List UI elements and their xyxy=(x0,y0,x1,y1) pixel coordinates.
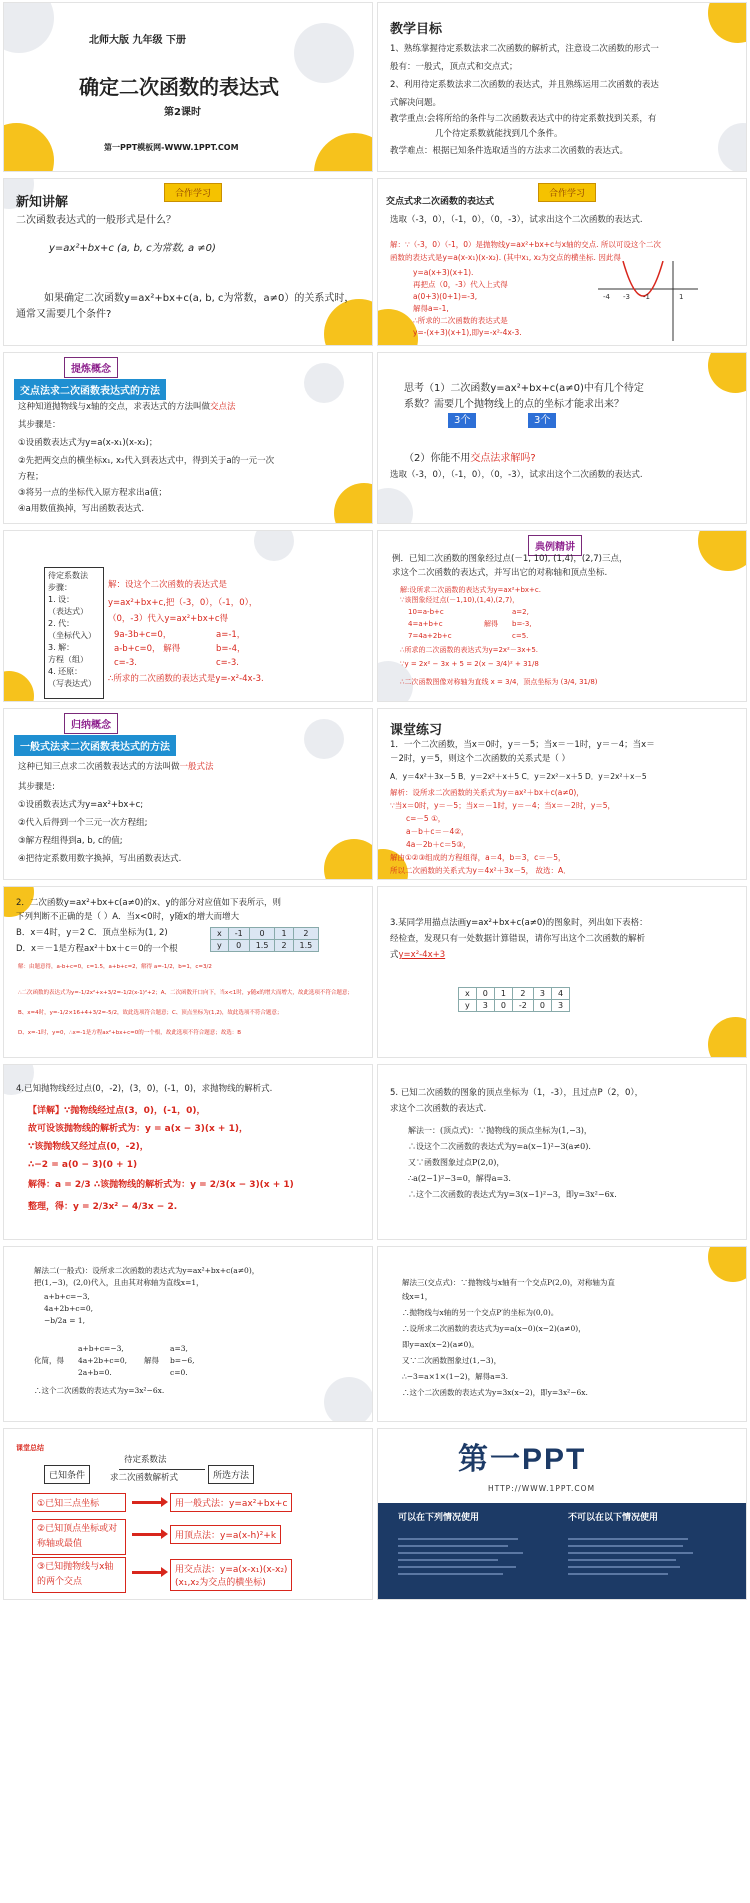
decor-circle xyxy=(377,309,418,346)
link-line xyxy=(568,1552,693,1554)
method-box: 用顶点法：y=a(x-h)²+k xyxy=(170,1525,281,1544)
parabola-graph xyxy=(593,261,703,341)
table-row xyxy=(211,940,319,952)
decor-circle xyxy=(254,530,294,561)
link-line xyxy=(568,1566,680,1568)
step-line: （坐标代入） xyxy=(48,631,96,640)
subtitle: 第2课时 xyxy=(164,107,201,118)
solution-line: ∵该抛物线又经过点(0，-2)， xyxy=(28,1142,149,1152)
text-line: ③解方程组得到a, b, c的值; xyxy=(18,836,123,846)
link-line xyxy=(398,1538,518,1540)
solution-line: ∴所求的二次函数的表达式为y=2x²－3x+5. xyxy=(400,646,539,654)
solution-line: ∴所求的二次函数的表达式是 xyxy=(413,316,508,325)
solution-line: 【详解】∵抛物线经过点(3，0)，(-1，0)， xyxy=(28,1106,206,1116)
solution-line: c=5. xyxy=(512,632,529,640)
decor-circle xyxy=(698,530,747,571)
text-line: 教学重点:会将所给的条件与二次函数表达式中的待定系数找到关系，有 xyxy=(390,114,657,124)
solution-line: ∴这个二次函数的表达式为y=3x(x−2)，即y=3x²−6x. xyxy=(402,1388,588,1397)
decor-circle xyxy=(294,23,354,83)
method-note: (x₁,x₂为交点的横坐标) xyxy=(175,1578,266,1588)
link-line xyxy=(568,1545,683,1547)
solution-line: 解得 xyxy=(144,1356,159,1365)
brand-url: HTTP://WWW.1PPT.COM xyxy=(488,1484,596,1493)
slide-practice-2 xyxy=(3,886,373,1058)
solution-line: 所以二次函数的关系式为y＝4x²＋3x－5， 故选：A． xyxy=(390,866,571,875)
solution-line: 解法一：(顶点式)：∵抛物线的顶点坐标为(1,−3)， xyxy=(408,1126,592,1135)
answer-badge: 3个 xyxy=(528,413,556,428)
solution-line: c=－5 ①， xyxy=(406,814,446,823)
decor-circle xyxy=(314,133,373,172)
text-line xyxy=(390,949,445,961)
solution-line: 解:设所求二次函数的表达式为y=ax²+bx+c. xyxy=(400,586,541,594)
table-cell: x xyxy=(459,988,477,1000)
equation-line: b=−6, xyxy=(170,1356,195,1365)
text-line xyxy=(404,451,536,466)
text-line: 几个待定系数就能找到几个条件。 xyxy=(435,129,563,139)
slide-thinking xyxy=(377,352,747,524)
solution-line: ∴设所求二次函数的表达式为y=a(x−0)(x−2)(a≠0)， xyxy=(402,1324,586,1333)
tag-label: 合作学习 xyxy=(538,183,596,202)
publisher: 北师大版 九年级 下册 xyxy=(89,35,186,46)
slide-intersection-method xyxy=(377,178,747,346)
arrow-icon xyxy=(132,1533,162,1536)
slide-practice-3 xyxy=(377,886,747,1058)
solution-line: 又∵函数图象过点P(2,0)， xyxy=(408,1158,505,1167)
solution-line: 解得a=-1, xyxy=(413,304,449,313)
solution-line: 解：由题意得，a-b+c=0，c=1.5，a+b+c=2，解得 a=-1/2，b=1，c=3/2 xyxy=(18,964,212,970)
text-line: B．x＝4时，y＝2 C．顶点坐标为(1, 2) xyxy=(16,928,168,938)
text-line: 经检查，发现只有一处数据计算错误，请你写出这个二次函数的解析 xyxy=(390,934,646,944)
solution-line: 解得：a = 2/3 ∴该抛物线的解析式为：y = 2/3(x − 3)(x + 1) xyxy=(28,1180,294,1190)
solution-line: 解得 xyxy=(484,620,498,628)
decor-circle xyxy=(708,1246,747,1282)
decor-circle xyxy=(708,352,747,393)
solution-line: b=-3, xyxy=(512,620,532,628)
choose-box: 所选方法 xyxy=(208,1465,254,1484)
table-cell: 2 xyxy=(293,928,319,940)
step-line: 方程（组） xyxy=(48,655,88,664)
text-line: 如果确定二次函数y=ax²+bx+c(a, b, c为常数，a≠0）的关系式时， xyxy=(44,293,355,304)
decor-circle xyxy=(324,299,373,346)
solution-line: ∵当x＝0时，y＝－5；当x＝－1时，y＝－4；当x＝－2时，y＝5， xyxy=(390,801,616,810)
concept-bar: 一般式法求二次函数表达式的方法 xyxy=(14,735,176,756)
section-heading: 新知讲解 xyxy=(16,195,69,210)
known-box: 已知条件 xyxy=(44,1465,90,1484)
tag-label: 归纳概念 xyxy=(64,713,118,734)
svg-text:-1: -1 xyxy=(643,293,650,301)
text-span: 式 xyxy=(390,950,399,960)
tag-label: 合作学习 xyxy=(164,183,222,202)
value-table xyxy=(458,987,570,1012)
text-line: ②先把两交点的横坐标x₁, x₂代入到表达式中，得到关于a的一元一次 xyxy=(18,456,275,466)
solution-line: 9a-3b+c=0， xyxy=(114,630,172,640)
text-line: 其步骤是: xyxy=(18,782,55,792)
solution-line: ∴抛物线与x轴的另一个交点P′的坐标为(0,0)。 xyxy=(402,1308,559,1317)
table-cell: 1 xyxy=(275,928,293,940)
solution-line: y=a(x+3)(x+1). xyxy=(413,268,474,277)
text-line: 通常又需要几个条件? xyxy=(16,309,112,320)
text-line: ④a用数值换掉，写出函数表达式. xyxy=(18,504,145,514)
equation-line: 4a+2b+c=0, xyxy=(44,1304,94,1313)
text-line: 5. 已知二次函数的图象的顶点坐标为（1，-3），且过点P（2，0）， xyxy=(390,1088,644,1098)
text-line: 般有：一般式，顶点式和交点式； xyxy=(390,62,518,72)
table-cell: 3 xyxy=(476,1000,494,1012)
table-cell: 0 xyxy=(249,928,275,940)
text-line: 4.已知抛物线经过点(0，-2)，(3，0)，(-1，0)，求抛物线的解析式. xyxy=(16,1084,273,1094)
decor-circle xyxy=(304,363,344,403)
step-line: 步骤： xyxy=(48,583,72,592)
cannot-use-heading: 不可以在以下情况使用 xyxy=(568,1513,659,1523)
text-line: 系数？需要几个抛物线上的点的坐标才能求出来？ xyxy=(404,399,624,410)
slide-practice-4 xyxy=(3,1064,373,1240)
table-cell: 2 xyxy=(275,940,293,952)
table-cell: 1 xyxy=(494,988,512,1000)
link-line xyxy=(398,1545,508,1547)
table-cell: 0 xyxy=(494,1000,512,1012)
decor-circle xyxy=(708,2,747,43)
solution-line: c=-3. xyxy=(114,658,137,668)
text-span: 这种知道抛物线与x轴的交点，求表达式的方法叫做 xyxy=(18,402,211,412)
top-label: 待定系数法 xyxy=(124,1455,167,1465)
decor-circle xyxy=(708,1017,747,1058)
table-cell: 4 xyxy=(552,988,570,1000)
text-line: D．x＝－1是方程ax²＋bx＋c＝0的一个根 xyxy=(16,944,178,954)
question: 选取（-3，0），（-1，0），（0，-3），试求出这个二次函数的表达式. xyxy=(390,215,643,225)
table-row xyxy=(459,1000,570,1012)
table-cell: x xyxy=(211,928,229,940)
slide-practice-1 xyxy=(377,708,747,880)
solution-line: ∴所求的二次函数的表达式是y=-x²-4x-3. xyxy=(108,674,264,684)
answer-badge: 3个 xyxy=(448,413,476,428)
text-line: 教学难点：根据已知条件选取适当的方法求二次函数的表达式。 xyxy=(390,146,629,156)
table-cell: 0 xyxy=(476,988,494,1000)
text-line: 例．已知二次函数的图象经过点(－1, 10), (1,4)，(2,7)三点， xyxy=(392,554,628,564)
link-list xyxy=(568,1533,718,1593)
decor-circle xyxy=(377,488,413,524)
solution-line: 7=4a+2b+c xyxy=(408,632,452,640)
condition-box: ①已知三点坐标 xyxy=(32,1493,126,1512)
answer-options: A．y＝4x²＋3x－5 B．y＝2x²＋x＋5 C．y＝2x²－x＋5 D．y＝2x²＋x－5 xyxy=(390,772,647,781)
text-line: 选取（-3，0），（-1，0），（0，-3），试求出这个二次函数的表达式. xyxy=(390,470,643,480)
slide-undetermined-coefficients xyxy=(3,530,373,702)
solution-line: 函数的表达式是y=a(x-x₁)(x-x₂). (其中x₁, x₂为交点的横坐标. 因此得 xyxy=(390,253,621,262)
link-list xyxy=(398,1533,548,1593)
table-cell: y xyxy=(211,940,229,952)
solution-line: ∴二次函数图像对称轴为直线 x = 3/4，顶点坐标为 (3/4, 31/8) xyxy=(400,678,598,686)
step-line: （表达式） xyxy=(48,607,88,616)
text-line: 下列判断不正确的是（ ）A．当x<0时，y随x的增大而增大 xyxy=(16,912,240,922)
solution-line: ∴二次函数的表达式为y=-1/2x²+x+3/2=-1/2(x-1)²+2；A、二次函数开口向下，当x<1时，y随x的增大而增大，故此选项不符合题意； xyxy=(18,990,353,996)
table-cell: 1.5 xyxy=(249,940,275,952)
text-line: ①设函数表达式为y=ax²+bx+c; xyxy=(18,800,144,810)
footer-text: 第一PPT模板网-WWW.1PPT.COM xyxy=(104,143,239,152)
concept-bar: 交点法求二次函数表达式的方法 xyxy=(14,379,166,400)
text-line: ②代入后得到一个三元一次方程组; xyxy=(18,818,148,828)
equation-line: a+b+c=−3, xyxy=(44,1292,90,1301)
slide-method-two xyxy=(3,1246,373,1422)
table-cell: 2 xyxy=(512,988,533,1000)
highlight-term: 一般式法 xyxy=(179,762,214,772)
text-line: 方程； xyxy=(18,472,44,482)
section-heading: 交点式求二次函数的表达式 xyxy=(386,197,495,207)
step-line: 待定系数法 xyxy=(48,571,88,580)
section-heading: 课堂练习 xyxy=(390,723,443,738)
text-line xyxy=(18,401,236,413)
equation-line: a=3, xyxy=(170,1344,188,1353)
solution-line: ∴−2 = a(0 − 3)(0 + 1) xyxy=(28,1160,138,1170)
solution-line: a－b＋c＝－4②， xyxy=(406,827,469,836)
table-row xyxy=(211,928,319,940)
link-line xyxy=(398,1573,503,1575)
table-cell: y xyxy=(459,1000,477,1012)
solution-line: 故可设该抛物线的解析式为：y = a(x − 3)(x + 1)， xyxy=(28,1124,248,1134)
text-line: ①设函数表达式为y=a(x-x₁)(x-x₂)； xyxy=(18,438,158,448)
slide-summary xyxy=(3,1428,373,1600)
slide-new-knowledge xyxy=(3,178,373,346)
solution-line: a-b+c=0， 解得 xyxy=(114,644,181,654)
decor-circle xyxy=(718,123,747,172)
link-line xyxy=(398,1566,516,1568)
link-line xyxy=(568,1538,688,1540)
brand-logo: 第一PPT xyxy=(458,1443,587,1476)
solution-line: 解法三(交点式)：∵抛物线与x轴有一个交点P(2,0)，对称轴为直 xyxy=(402,1278,615,1287)
solution-line: 把(1,−3)，(2,0)代入，且由其对称轴为直线x=1， xyxy=(34,1278,204,1287)
text-line: 求这个二次函数的表达式，并写出它的对称轴和顶点坐标. xyxy=(392,568,608,578)
slide-credits xyxy=(377,1428,747,1600)
text-span: （2）你能不用 xyxy=(404,453,471,464)
decor-circle xyxy=(324,1377,373,1422)
decor-circle xyxy=(3,123,54,172)
arrow-icon xyxy=(132,1501,162,1504)
decor-circle xyxy=(3,2,54,53)
text-line: 其步骤是： xyxy=(18,420,61,430)
decor-circle xyxy=(304,719,344,759)
step-line: 4. 还原： xyxy=(48,667,83,676)
equation-line: 4a+2b+c=0, xyxy=(78,1356,128,1365)
page-title: 确定二次函数的表达式 xyxy=(79,75,279,99)
solution-line: a=2, xyxy=(512,608,529,616)
solution-line: 4a－2b＋c＝5③， xyxy=(406,840,471,849)
table-cell: 0 xyxy=(228,940,249,952)
solution-line: ∴a(2−1)²−3=0，解得a=3. xyxy=(408,1174,511,1183)
equation-line: −b/2a = 1, xyxy=(44,1316,86,1325)
solution-line: B、x=4时，y=-1/2×16+4+3/2=-5/2，故此选项符合题意；C、顶点坐标为(1,2)，故此选项不符合题意； xyxy=(18,1010,283,1016)
solution-line: a(0+3)(0+1)=-3, xyxy=(413,292,478,301)
solution-line: 再把点（0，-3）代入上式得 xyxy=(413,280,508,289)
table-cell: 3 xyxy=(533,988,551,1000)
slide-general-method xyxy=(3,708,373,880)
text-line: 2、利用待定系数法求二次函数的表达式，并且熟练运用二次函数的表达 xyxy=(390,80,659,90)
text-line: 式解决问题。 xyxy=(390,98,442,108)
table-cell: -1 xyxy=(228,928,249,940)
answer-text: y=x²-4x+3 xyxy=(398,950,446,960)
link-line xyxy=(398,1559,498,1561)
solution-line: 4=a+b+c xyxy=(408,620,443,628)
text-line: ③将另一点的坐标代入原方程求出a值； xyxy=(18,488,167,498)
solution-line: y=ax²+bx+c,把（-3，0），（-1，0）， xyxy=(108,598,258,608)
solution-line: ∴这个二次函数的表达式为y=3x²−6x. xyxy=(34,1386,165,1395)
solution-line: ∵y = 2x² − 3x + 5 = 2(x − 3/4)² + 31/8 xyxy=(400,660,539,668)
solution-line: 解：∵（-3，0）（-1，0）是抛物线y=ax²+bx+c与x轴的交点. 所以可设这个二次 xyxy=(390,240,661,249)
solution-line: ∴设这个二次函数的表达式为y=a(x−1)²−3(a≠0). xyxy=(408,1142,591,1151)
text-line: 1、熟练掌握待定系数法求二次函数的解析式，注意设二次函数的形式一 xyxy=(390,44,659,54)
slide-method-three xyxy=(377,1246,747,1422)
slide-objectives xyxy=(377,2,747,172)
svg-text:1: 1 xyxy=(679,293,684,301)
solution-line: 解法二(一般式)：设所求二次函数的表达式为y=ax²+bx+c(a≠0)， xyxy=(34,1266,260,1275)
solution-line: y=-(x+3)(x+1),即y=-x²-4x-3. xyxy=(413,328,522,337)
equation-line: a+b+c=−3, xyxy=(78,1344,124,1353)
method-formula: 用交点法：y=a(x-x₁)(x-x₂) xyxy=(175,1565,288,1575)
step-line: 1. 设： xyxy=(48,595,75,604)
value-table xyxy=(210,927,319,952)
condition-box: ③已知抛物线与x轴的两个交点 xyxy=(32,1557,126,1593)
solution-line: （0，-3）代入y=ax²+bx+c得 xyxy=(108,614,229,624)
slide-title xyxy=(3,2,373,172)
text-line: －2时，y＝5，则这个二次函数的关系式是（ ） xyxy=(390,754,571,764)
table-cell: 3 xyxy=(552,1000,570,1012)
solution-line: b=-4， xyxy=(216,644,246,654)
table-row xyxy=(459,988,570,1000)
footer-panel xyxy=(378,1503,747,1600)
solution-line: 线x=1， xyxy=(402,1292,433,1301)
solution-line: 即y=ax(x−2)(a≠0)。 xyxy=(402,1340,479,1349)
equation-line: 2a+b=0. xyxy=(78,1368,112,1377)
text-line: 思考（1）二次函数y=ax²+bx+c(a≠0)中有几个待定 xyxy=(404,383,644,394)
step-line: 2. 代： xyxy=(48,619,75,628)
solution-line: 解：设这个二次函数的表达式是 xyxy=(108,580,228,590)
text-line xyxy=(18,761,214,773)
step-line: 3. 解： xyxy=(48,643,75,652)
equation-line: c=0. xyxy=(170,1368,188,1377)
steps-box xyxy=(44,567,104,699)
highlight-term: 交点法 xyxy=(210,402,236,412)
decor-circle xyxy=(324,839,373,880)
svg-text:-4: -4 xyxy=(603,293,610,301)
decor-circle xyxy=(334,483,373,524)
slide-intersection-concept xyxy=(3,352,373,524)
solution-line: a=-1， xyxy=(216,630,246,640)
slide-example xyxy=(377,530,747,702)
condition-box: ②已知顶点坐标或对称轴或最值 xyxy=(32,1519,126,1555)
formula: y=ax²+bx+c (a, b, c为常数, a ≠0) xyxy=(49,243,216,254)
decor-circle xyxy=(3,671,34,702)
svg-text:-3: -3 xyxy=(623,293,630,301)
section-heading: 课堂总结 xyxy=(16,1444,44,1452)
tag-label: 提炼概念 xyxy=(64,357,118,378)
solution-line: 整理，得：y = 2/3x² − 4/3x − 2. xyxy=(28,1202,178,1212)
step-line: （写表达式） xyxy=(48,679,96,688)
solution-line: 解由①②③组成的方程组得，a＝4，b＝3，c＝－5， xyxy=(390,853,566,862)
section-heading: 教学目标 xyxy=(390,22,443,37)
tag-label: 典例精讲 xyxy=(528,535,582,556)
text-line: 1．一个二次函数，当x＝0时，y＝－5；当x＝－1时，y＝－4；当x＝ xyxy=(390,740,655,750)
method-box xyxy=(170,1559,292,1591)
highlight-term: 交点法求解吗? xyxy=(470,453,536,464)
slide-practice-5 xyxy=(377,1064,747,1240)
can-use-heading: 可以在下列情况使用 xyxy=(398,1513,480,1523)
mid-label: 求二次函数解析式 xyxy=(110,1473,179,1483)
method-box: 用一般式法：y=ax²+bx+c xyxy=(170,1493,292,1512)
table-cell: 1.5 xyxy=(293,940,319,952)
solution-line: ∴这个二次函数的表达式为y=3(x−1)²−3，即y=3x²−6x. xyxy=(408,1190,617,1199)
solution-line: c=-3. xyxy=(216,658,239,668)
solution-line: ∴−3=a×1×(1−2)，解得a=3. xyxy=(402,1372,509,1381)
text-line: 3.某同学用描点法画y=ax²+bx+c(a≠0)的图象时，列出如下表格： xyxy=(390,918,648,928)
question: 二次函数表达式的一般形式是什么？ xyxy=(16,215,176,226)
link-line xyxy=(398,1552,523,1554)
text-line: ④把待定系数用数字换掉，写出函数表达式. xyxy=(18,854,182,864)
arrow-icon xyxy=(132,1571,162,1574)
solution-line: 解析：设所求二次函数的关系式为y＝ax²＋bx＋c(a≠0)， xyxy=(390,788,584,797)
link-line xyxy=(568,1573,668,1575)
solution-line: 10=a-b+c xyxy=(408,608,444,616)
solution-line: ∵该图象经过点(－1,10),(1,4),(2,7)， xyxy=(400,596,520,604)
divider xyxy=(119,1469,205,1470)
solution-line: 又∵二次函数图象过(1,−3)， xyxy=(402,1356,502,1365)
solution-line: 化简，得 xyxy=(34,1356,64,1365)
solution-line: D、x=-1时，y=0，∴x=-1是方程ax²+bx+c=0的一个根，故此选项不符合题意；故选：B xyxy=(18,1030,241,1036)
table-cell: -2 xyxy=(512,1000,533,1012)
text-line: 2．二次函数y=ax²+bx+c(a≠0)的x、y的部分对应值如下表所示，则 xyxy=(16,898,281,908)
text-line: 求这个二次函数的表达式. xyxy=(390,1104,487,1114)
table-cell: 0 xyxy=(533,1000,551,1012)
link-line xyxy=(568,1559,676,1561)
text-span: 这种已知三点求二次函数表达式的方法叫做 xyxy=(18,762,180,772)
